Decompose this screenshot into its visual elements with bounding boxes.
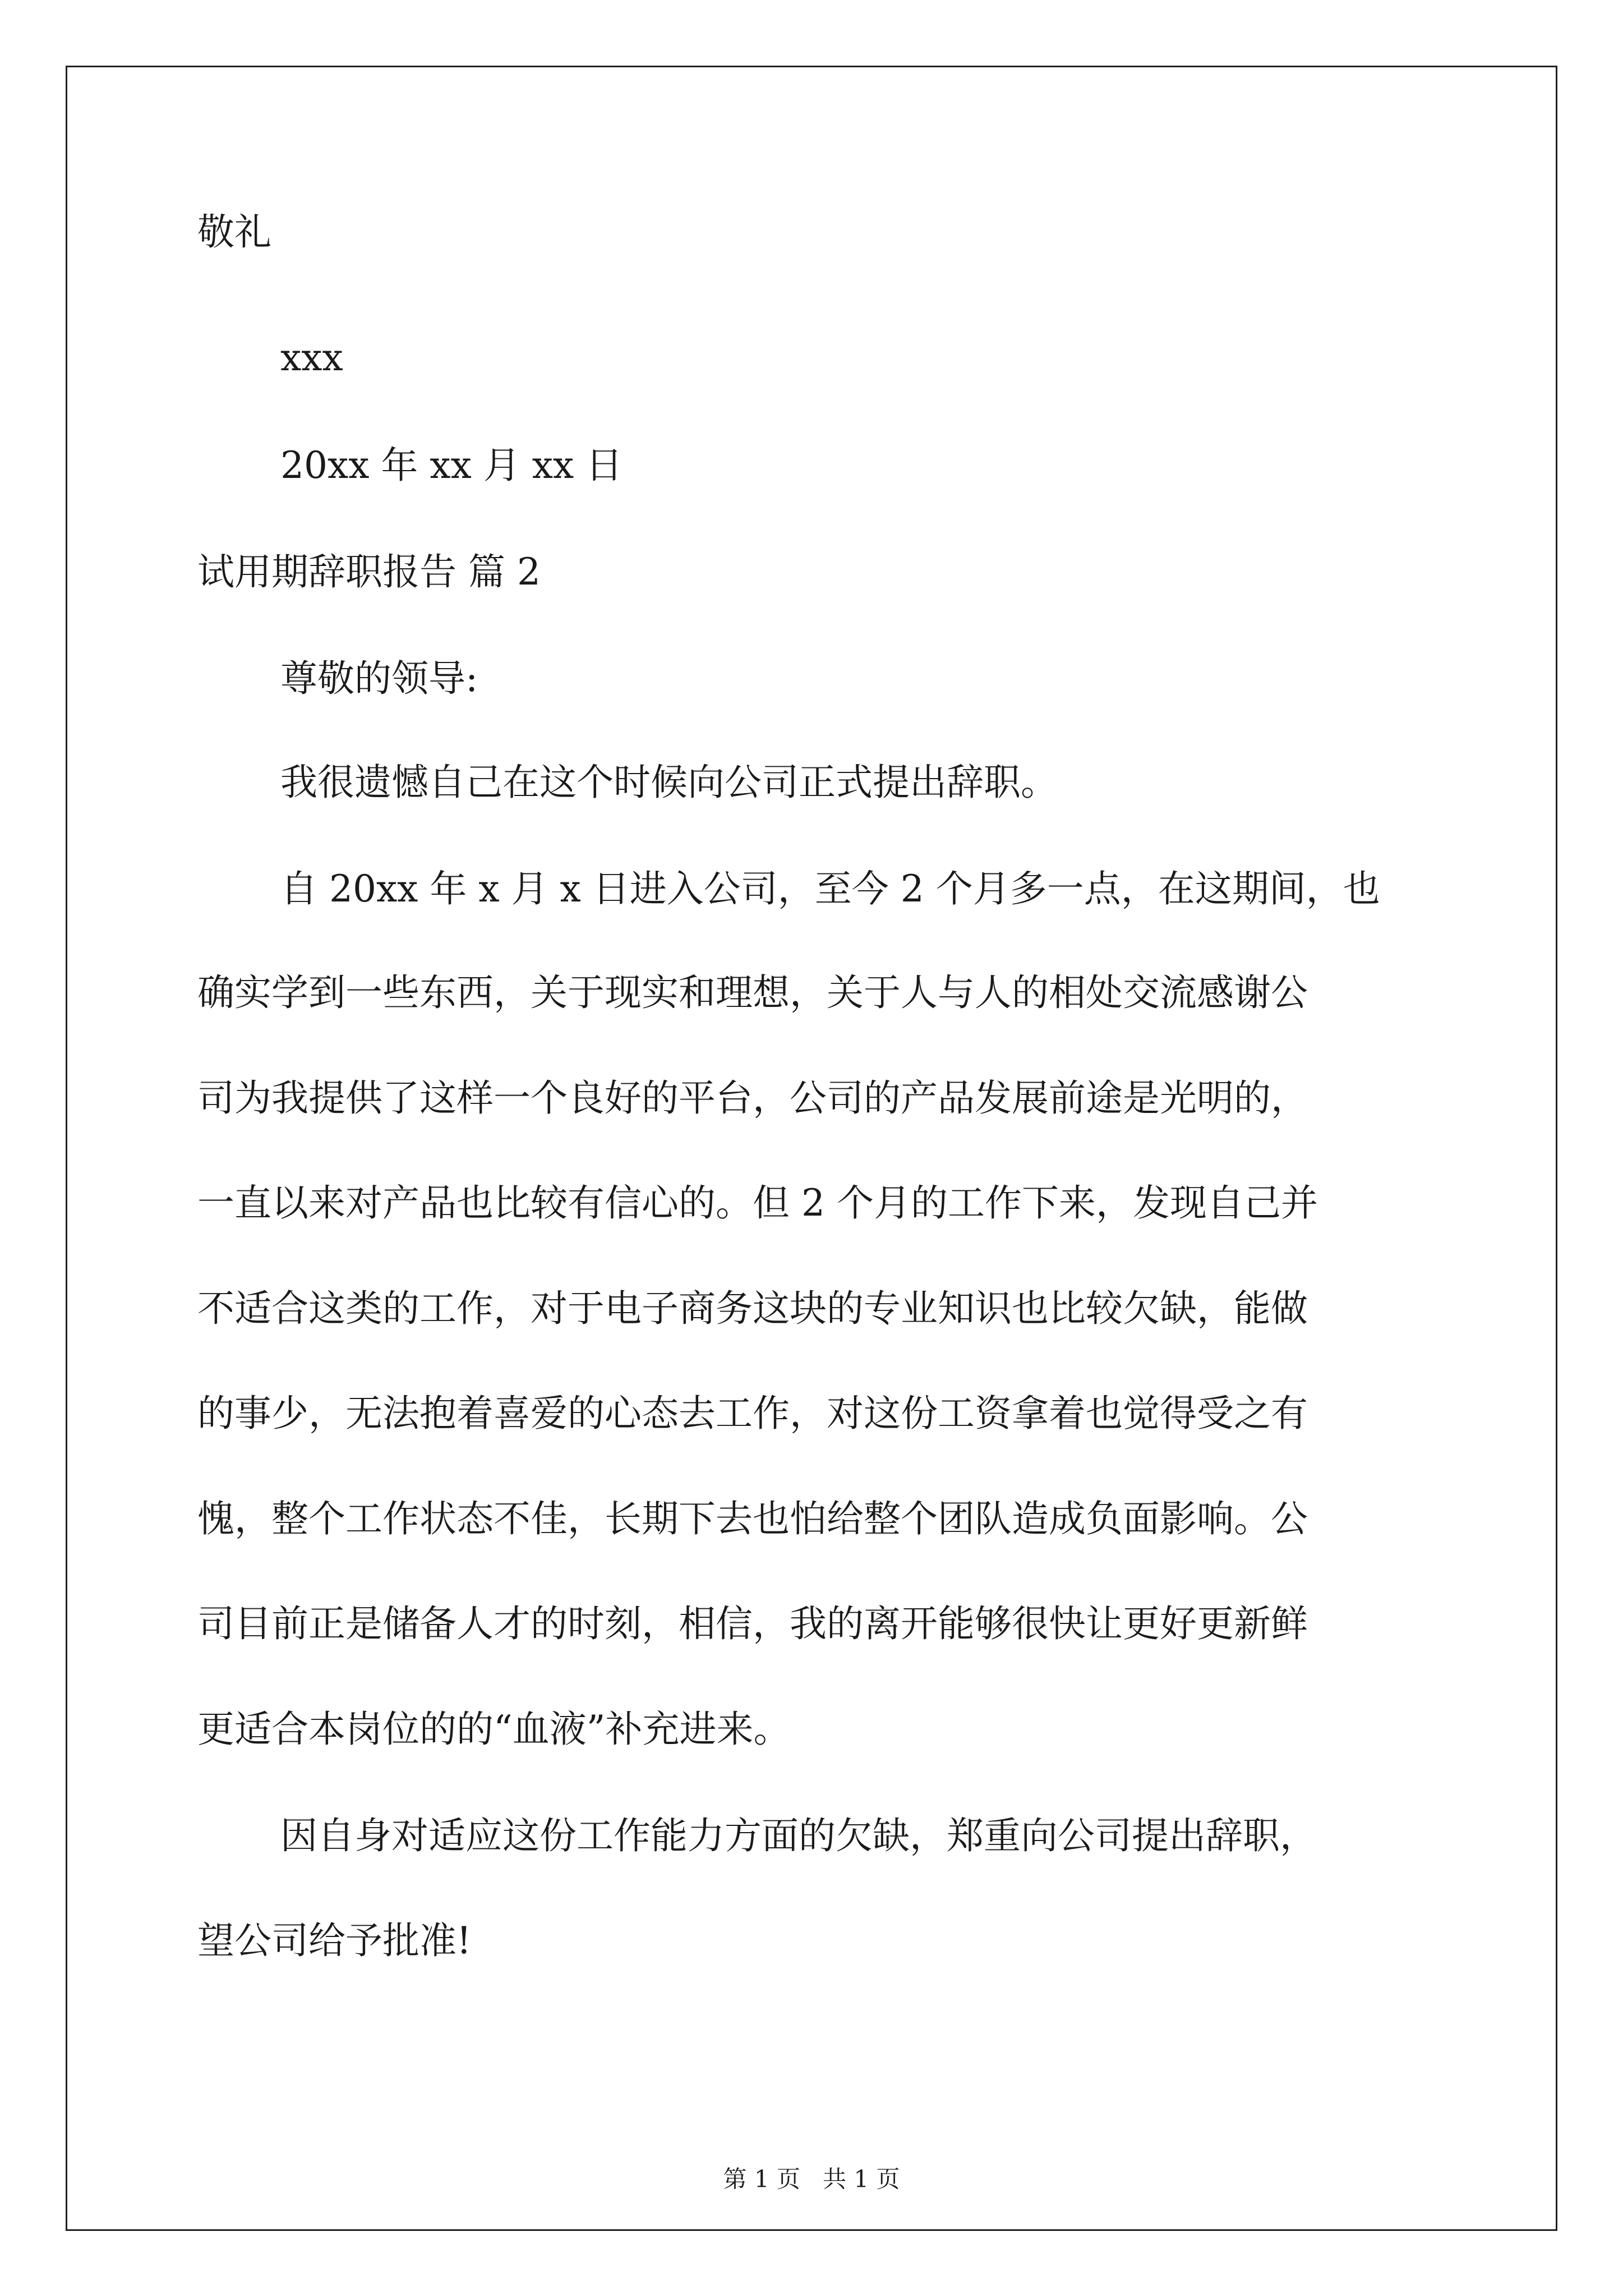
body-line: 确实学到一些东西，关于现实和理想，关于人与人的相处交流感谢公	[197, 971, 1308, 1014]
body-line: 一直以来对产品也比较有信心的。但 2 个月的工作下来，发现自己并	[197, 1181, 1318, 1225]
body-line: 的事少，无法抱着喜爱的心态去工作，对这份工资拿着也觉得受之有	[197, 1392, 1308, 1435]
body-line: 自 20xx 年 x 月 x 日进入公司，至今 2 个月多一点，在这期间，也	[280, 867, 1380, 910]
body-line: 司为我提供了这样一个良好的平台，公司的产品发展前途是光明的，	[197, 1076, 1308, 1120]
signature: xxx	[280, 336, 343, 379]
page-footer: 第 1 页 共 1 页	[723, 2165, 900, 2193]
body-line: 更适合本岗位的的“血液”补充进来。	[197, 1708, 791, 1751]
paragraph-intro: 我很遗憾自己在这个时候向公司正式提出辞职。	[280, 761, 1058, 804]
body-line: 愧，整个工作状态不佳，长期下去也怕给整个团队造成负面影响。公	[197, 1497, 1308, 1540]
body-line: 望公司给予批准!	[197, 1919, 472, 1962]
body-line: 司目前正是储备人才的时刻，相信，我的离开能够很快让更好更新鲜	[197, 1602, 1308, 1645]
date-line: 20xx 年 xx 月 xx 日	[280, 444, 623, 487]
body-line: 因自身对适应这份工作能力方面的欠缺，郑重向公司提出辞职，	[280, 1814, 1317, 1857]
salutation: 尊敬的领导:	[280, 657, 478, 700]
page-border	[66, 66, 1557, 2231]
section-title: 试用期辞职报告 篇 2	[197, 550, 541, 593]
body-line: 不适合这类的工作，对于电子商务这块的专业知识也比较欠缺，能做	[197, 1287, 1308, 1330]
closing-text: 敬礼	[197, 210, 271, 254]
